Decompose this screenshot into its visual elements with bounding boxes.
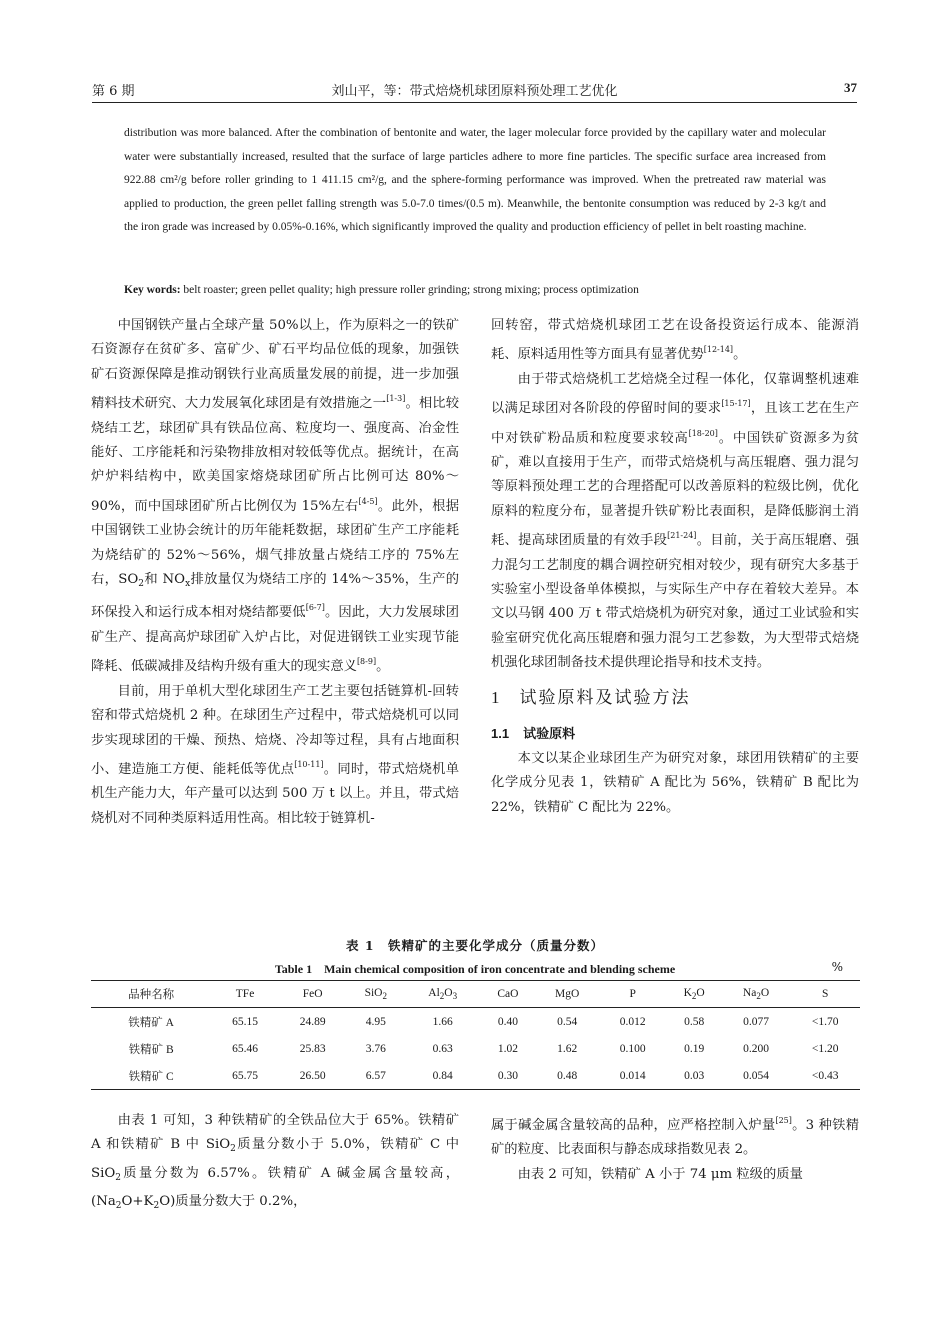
column-header: $Na_2O$ xyxy=(742,987,770,1001)
abstract-text: distribution was more balanced. After the combination of bentonite and water, the lager molecular force provided by the capillary water and molecular water were substantially increased, resulted that the surface of large particles adhere to more fine particles. The specific surface area increased from 922.88 cm²/g before roller grinding to 1 411.15 cm²/g, and the sphere-forming performance was improved. When the pretreated raw material was applied to production, the green pellet falling strength was 5.0-7.0 times/(0.5 m). Meanwhile, the bentonite consumption was reduced by 2-3 kg/t and the iron grade was increased by 0.05%-0.16%, which significantly improved the quality and production efficiency of pellet in belt roasting machine. xyxy=(124,127,826,233)
table-row xyxy=(91,1008,860,1036)
table-cell: 铁精矿 A xyxy=(128,1016,174,1029)
table-cell: <1.20 xyxy=(811,1042,839,1055)
column-header: $K_2O$ xyxy=(683,987,705,1001)
citation: [25] xyxy=(775,1116,792,1125)
running-head xyxy=(92,78,857,103)
table-header-row xyxy=(91,981,860,1008)
citation: [18-20] xyxy=(688,428,718,438)
table-cell: 0.48 xyxy=(557,1069,578,1082)
table-cell: 0.03 xyxy=(684,1069,705,1082)
paragraph: 目前，用于单机大型化球团生产工艺主要包括链算机-回转窑和带式焙烧机 2 种。在球团生产过程中，带式焙烧机可以同步实现球团的干燥、预热、焙烧、冷却等过程，具有占地面积小、建造施工方便、能耗低等优点[10-11]。同时，带式焙烧机单机生产能力大，年产量可以达到 500 万 t 以上。并且，带式焙烧机对不同种类原料适用性高。相比较于链算机- xyxy=(91,683,460,826)
table-row xyxy=(91,1035,860,1062)
keywords-line xyxy=(124,284,834,296)
citation: [1-3] xyxy=(386,394,406,404)
paragraph: 由于带式焙烧机工艺焙烧全过程一体化，仅靠调整机速难以满足球团对各阶段的停留时间的要求[15-17]，且该工艺在生产中对铁矿粉品质和粒度要求较高[18-20]。中国铁矿资源多为贫矿，难以直接用于生产，而带式焙烧机与高压辊磨、强力混匀等原料预处理工艺的合理搭配可以改善原料的粒级比例，优化原料的粒度分布，显著提升铁矿粉比表面积，是降低膨润土消耗、提高球团质量的有效手段[21-24]。目前，关于高压辊磨、强力混匀工艺制度的耦合调控研究相对较少，现有研究大多基于实验室小型设备单体模拟，与实际生产中存在着较大差异。本文以马钢 400 万 t 带式焙烧机为研究对象，通过工业试验和实验室研究优化高压辊磨和强力混匀工艺参数，为大型带式焙烧机强化球团制备技术提供理论指导和技术支持。 xyxy=(491,371,860,671)
running-title: 刘山平，等：带式焙烧机球团原料预处理工艺优化 xyxy=(331,84,618,99)
table-cell: 0.40 xyxy=(497,1015,518,1028)
citation: [15-17] xyxy=(721,399,751,409)
issue-number: 第 6 期 xyxy=(92,84,135,99)
column-header: S xyxy=(821,988,829,1000)
paragraph: 由表 2 可知，铁精矿 A 小于 74 μm 粒级的质量 xyxy=(517,1166,803,1182)
section-heading: 1 试验原料及试验方法 xyxy=(491,687,691,708)
body-left-column xyxy=(91,314,459,831)
table-cell: 0.012 xyxy=(619,1015,646,1028)
table-caption-en: Table 1 Main chemical composition of iron concentrate and blending scheme xyxy=(274,962,676,976)
paragraph: 中国钢铁产量占全球产量 50%以上，作为原料之一的铁矿石资源存在贫矿多、富矿少、矿石平均品位低的现象，加强铁矿石资源保障是推动钢铁行业高质量发展的前提，进一步加强精料技术研究、大力发展氧化球团是有效措施之一[1-3]。相比较烧结工艺，球团矿具有铁品位高、粒度均一、强度高、冶金性能好、工序能耗和污染物排放相对较低等优点。据统计，在高炉炉料结构中，欧美国家熔烧球团矿所占比例可达 80%～90%，而中国球团矿所占比例仅为 15%左右[4-5]。此外，根据中国钢铁工业协会统计的历年能耗数据，球团矿生产工序能耗为烧结矿的 52%～56%，烟气排放量占烧结工序的 75%左右，$SO_2$和 $NO_x$排放量仅为烧结工序的 14%～35%，生产的环保投入和运行成本相对烧结都要低[6-7]。因此，大力发展球团矿生产、提高高炉球团矿入炉占比，对促进钢铁工业实现节能降耗、低碳减排及结构升级有重大的现实意义[8-9]。 xyxy=(91,318,460,675)
table-cell: 26.50 xyxy=(299,1069,326,1082)
table-cell: 0.63 xyxy=(432,1042,453,1055)
table-cell: 1.02 xyxy=(497,1042,518,1055)
table-cell: 0.054 xyxy=(743,1069,769,1082)
column-header: MgO xyxy=(555,988,580,1000)
keywords-label: Key words: xyxy=(124,284,181,296)
table-cell: 6.57 xyxy=(365,1069,386,1082)
table-cell: 0.54 xyxy=(557,1015,578,1028)
table-cell: 1.62 xyxy=(557,1042,578,1055)
column-header: CaO xyxy=(497,988,519,1000)
table-cell: 0.077 xyxy=(743,1015,769,1028)
page-number: 37 xyxy=(844,80,857,95)
table-cell: 铁精矿 B xyxy=(128,1043,174,1056)
table-cell: <1.70 xyxy=(811,1015,839,1028)
table-cell: 1.66 xyxy=(432,1015,453,1028)
column-header: P xyxy=(629,988,636,1000)
table-cell: 0.30 xyxy=(497,1069,518,1082)
table-cell: 0.014 xyxy=(619,1069,646,1082)
citation: [21-24] xyxy=(667,531,697,541)
table-cell: 0.58 xyxy=(684,1015,705,1028)
table-caption-cn: 表 1 铁精矿的主要化学成分（质量分数） xyxy=(345,938,605,953)
citation: [4-5] xyxy=(358,496,378,506)
subsection-heading: 1.1 试验原料 xyxy=(491,725,576,742)
column-header: FeO xyxy=(302,988,323,1000)
keywords-list: belt roaster; green pellet quality; high pressure roller grinding; strong mixing; process optimization xyxy=(183,284,639,296)
table-cell: 25.83 xyxy=(299,1042,326,1055)
table-cell: 0.19 xyxy=(684,1042,705,1055)
table-cell: 65.46 xyxy=(232,1042,258,1055)
paragraph: 本文以某企业球团生产为研究对象，球团用铁精矿的主要化学成分见表 1，铁精矿 A 配比为 56%，铁精矿 B 配比为 22%，铁精矿 C 配比为 22%。 xyxy=(491,750,859,815)
column-header: TFe xyxy=(235,988,255,1000)
paragraph: 由表 1 可知，3 种铁精矿的全铁品位大于 65%。铁精矿 A 和铁精矿 B 中 SiO$_2$质量分数小于 5.0%，铁精矿 C 中 SiO$_2$质量分数为 6.57%。铁精矿 A 碱金属含量较高，$(Na_2O+K_2O)$质量分数大于 0.2%， xyxy=(91,1113,459,1212)
data-table xyxy=(91,980,860,1090)
table-unit: % xyxy=(831,960,843,974)
column-header: SiO$_2$ xyxy=(364,987,387,1001)
table-cell: 65.75 xyxy=(232,1069,258,1082)
body-left-column-lower xyxy=(91,1109,459,1219)
citation: [12-14] xyxy=(703,345,734,355)
table-cell: 0.84 xyxy=(432,1069,453,1082)
table-cell: 铁精矿 C xyxy=(128,1070,174,1083)
table-cell: 3.76 xyxy=(365,1042,386,1055)
table-cell: 0.200 xyxy=(743,1042,769,1055)
table-cell: 65.15 xyxy=(232,1015,258,1028)
column-header: $Al_2O_3$ xyxy=(428,987,458,1001)
body-right-column xyxy=(491,314,859,820)
table-cell: 24.89 xyxy=(299,1015,326,1028)
citation: [10-11] xyxy=(294,759,324,769)
table-row xyxy=(91,1062,860,1090)
table-cell: 0.100 xyxy=(619,1042,646,1055)
citation: [6-7] xyxy=(305,603,325,613)
body-right-column-lower xyxy=(491,1109,859,1187)
table-cell: 4.95 xyxy=(365,1015,386,1028)
column-header: 品种名称 xyxy=(128,989,175,1001)
paragraph: 属于碱金属含量较高的品种，应严格控制入炉量[25]。3 种铁精矿的粒度、比表面积与静态成球指数见表 2。 xyxy=(491,1116,860,1158)
table-cell: <0.43 xyxy=(811,1069,839,1082)
citation: [8-9] xyxy=(356,657,377,667)
paragraph: 回转窑，带式焙烧机球团工艺在设备投资运行成本、能源消耗、原料适用性等方面具有显著优势[12-14]。 xyxy=(491,318,859,363)
